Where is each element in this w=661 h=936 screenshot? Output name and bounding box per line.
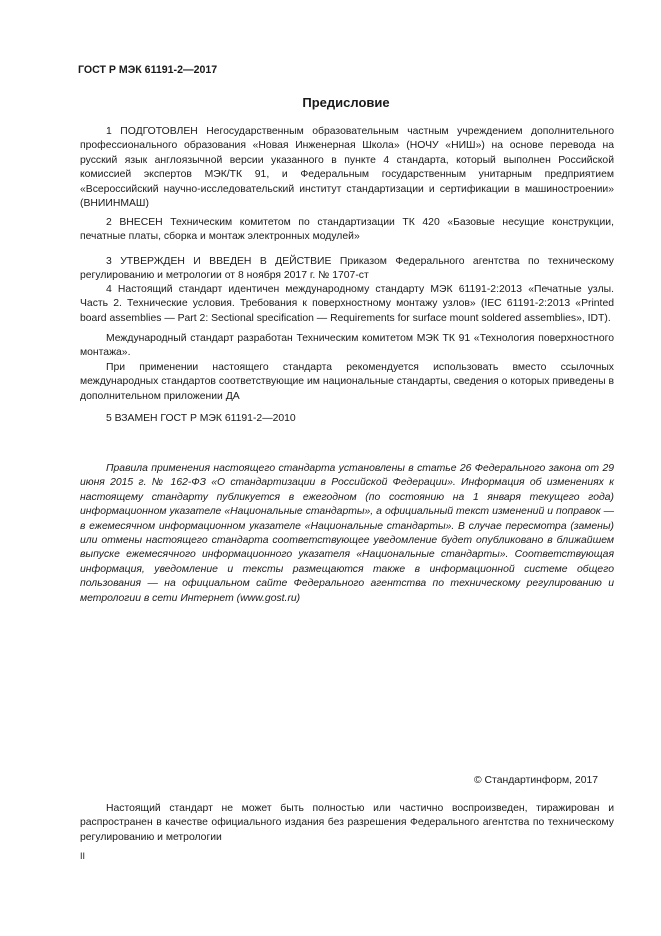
document-code-header: ГОСТ Р МЭК 61191-2—2017 bbox=[78, 64, 218, 76]
page-number: II bbox=[80, 851, 86, 861]
section-1-prepared: 1 ПОДГОТОВЛЕН Негосударственным образовательным частным учреждением дополнительного профессионального образования «Новая Инженерная Школа» (НОЧУ «НИШ») на основе перевода на русский язык англоязычной версии указанного в пункте 4 стандарта, который выполнен Российской комиссией экспертов МЭК/ТК 91, и Федеральным государственным унитарным предприятием «Всероссийский научно-исследовательский институт стандартизации и сертификации в машиностроении» (ВНИИНМАШ) bbox=[80, 126, 614, 210]
section-4-references: При применении настоящего стандарта рекомендуется использовать вместо ссылочных международных стандартов соответствующие им национальные стандарты, сведения о которых приведены в дополнительном приложении ДА bbox=[80, 362, 614, 402]
section-4-identical: 4 Настоящий стандарт идентичен международному стандарту МЭК 61191-2:2013 «Печатные узлы. Часть 2. Технические условия. Требования к поверхностному монтажу узлов» (IEC 61191-2:2013 «Printed board assemblies — Part 2: Sectional specification — Requirements for surface mount soldered assemblies», IDT). bbox=[80, 284, 614, 324]
section-4-developer: Международный стандарт разработан Техническим комитетом МЭК ТК 91 «Технология поверхностного монтажа». bbox=[80, 333, 614, 359]
section-2-submitted: 2 ВНЕСЕН Техническим комитетом по стандартизации ТК 420 «Базовые несущие конструкции, печатные платы, сборка и монтаж электронных модулей» bbox=[80, 217, 614, 243]
page-title: Предисловие bbox=[302, 95, 390, 110]
reproduction-notice: Настоящий стандарт не может быть полностью или частично воспроизведен, тиражирован и распространен в качестве официального издания без разрешения Федерального агентства по техническому регулированию и метрологии bbox=[80, 803, 614, 843]
section-3-approved: 3 УТВЕРЖДЕН И ВВЕДЕН В ДЕЙСТВИЕ Приказом Федерального агентства по техническому регулированию и метрологии от 8 ноября 2017 г. № 1707-ст bbox=[80, 256, 614, 282]
application-rules-notice: Правила применения настоящего стандарта установлены в статье 26 Федерального закона от 29 июня 2015 г. № 162-ФЗ «О стандартизации в Российской Федерации». Информация об изменениях к настоящему стандарту публикуется в ежегодном (по состоянию на 1 января текущего года) информационном указателе «Национальные стандарты», а официальный текст изменений и поправок — в ежемесячном информационном указателе «Национальные стандарты». В случае пересмотра (замены) или отмены настоящего стандарта соответствующее уведомление будет опубликовано в ближайшем выпуске ежемесячного информационного указателя «Национальные стандарты». Соответствующая информация, уведомление и тексты размещаются также в информационной системе общего пользования — на официальном сайте Федерального агентства по техническому регулированию и метрологии в сети Интернет (www.gost.ru) bbox=[80, 463, 614, 604]
copyright-line: © Стандартинформ, 2017 bbox=[474, 775, 599, 786]
section-5-replaces: 5 ВЗАМЕН ГОСТ Р МЭК 61191-2—2010 bbox=[106, 413, 296, 424]
